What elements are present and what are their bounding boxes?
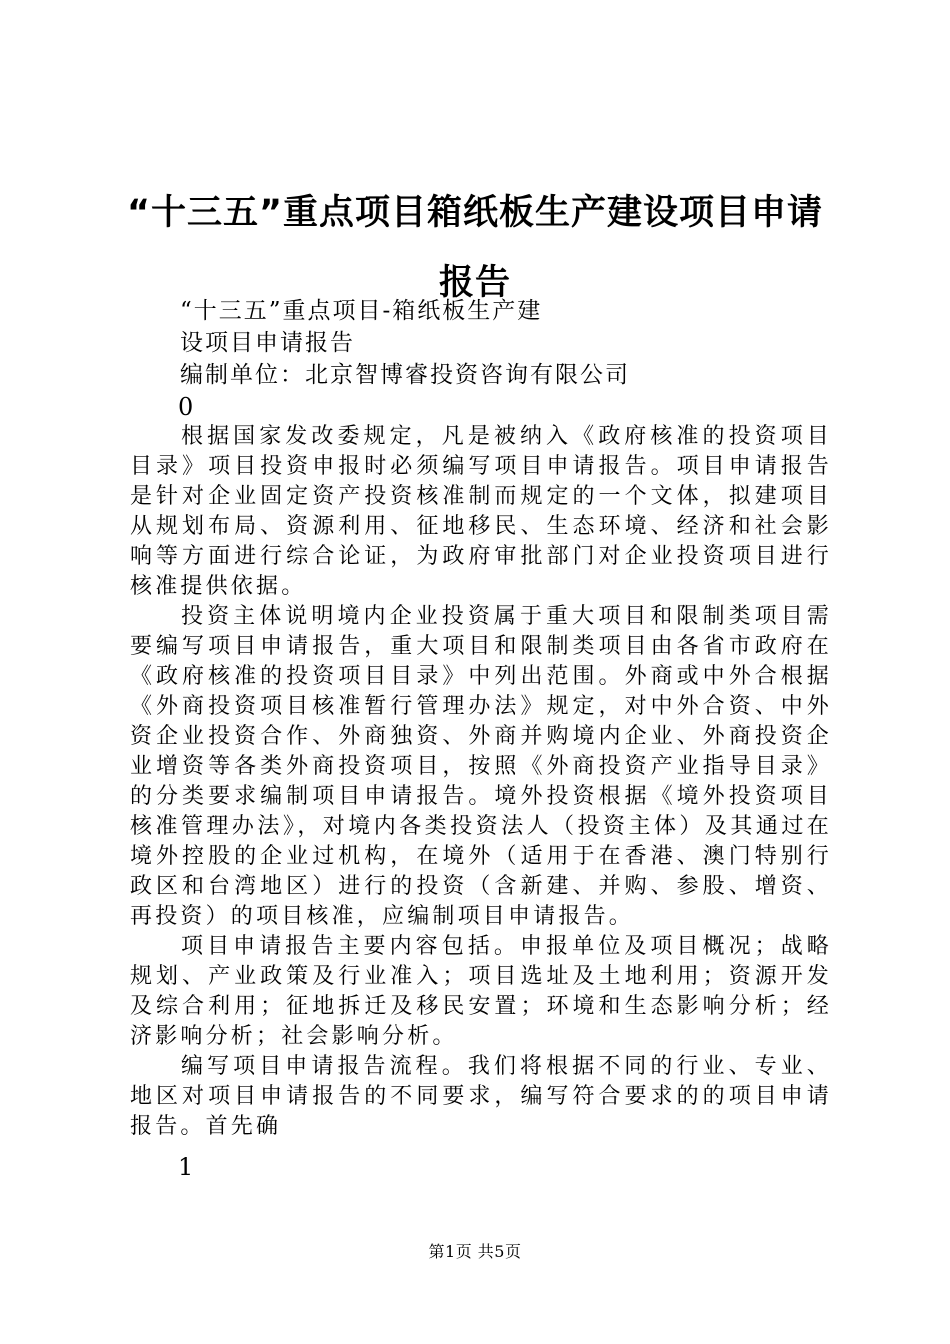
paragraph-2: 投资主体说明境内企业投资属于重大项目和限制类项目需要编写项目申请报告，重大项目和限制类项目由各省市政府在《政府核准的投资项目目录》中列出范围。外商或中外合根据《外商投资项目核准暂行管理办法》规定，对中外合资、中外资企业投资合作、外商独资、外商并购境内企业、外商投资企业增资等各类外商投资项目，按照《外商投资产业指导目录》的分类要求编制项目申请报告。境外投资根据《境外投资项目核准管理办法》，对境内各类投资法人（投资主体）及其通过在境外控股的企业过机构，在境外（适用于在香港、澳门特别行政区和台湾地区）进行的投资（含新建、并购、参股、增资、再投资）的项目核准，应编制项目申请报告。 — [130, 604, 832, 929]
prepared-by: 编制单位：北京智博睿投资咨询有限公司 — [180, 362, 630, 388]
paragraph-3: 项目申请报告主要内容包括。申报单位及项目概况；战略规划、产业政策及行业准入；项目选址及土地利用；资源开发及综合利用；征地拆迁及移民安置；环境和生态影响分析；经济影响分析；社会影响分析。 — [130, 934, 832, 1049]
subtitle-line-2: 设项目申请报告 — [180, 330, 355, 356]
paragraph-1: 根据国家发改委规定，凡是被纳入《政府核准的投资项目目录》项目投资申报时必须编写项目申请报告。项目申请报告是针对企业固定资产投资核准制而规定的一个文体，拟建项目从规划布局、资源利用、征地移民、生态环境、经济和社会影响等方面进行综合论证，为政府审批部门对企业投资项目进行核准提供依据。 — [130, 424, 832, 599]
subtitle-line-1: “十三五”重点项目-箱纸板生产建 — [180, 298, 543, 324]
document-title: “十三五”重点项目箱纸板生产建设项目申请报告 — [126, 193, 823, 303]
body-text — [130, 422, 832, 1142]
page-marker-top: 0 — [178, 393, 194, 421]
page-footer: 第1页 共5页 — [428, 1242, 522, 1261]
page-marker-bottom: 1 — [178, 1153, 194, 1181]
paragraph-4: 编写项目申请报告流程。我们将根据不同的行业、专业、地区对项目申请报告的不同要求，编写符合要求的的项目申请报告。首先确 — [130, 1054, 832, 1139]
